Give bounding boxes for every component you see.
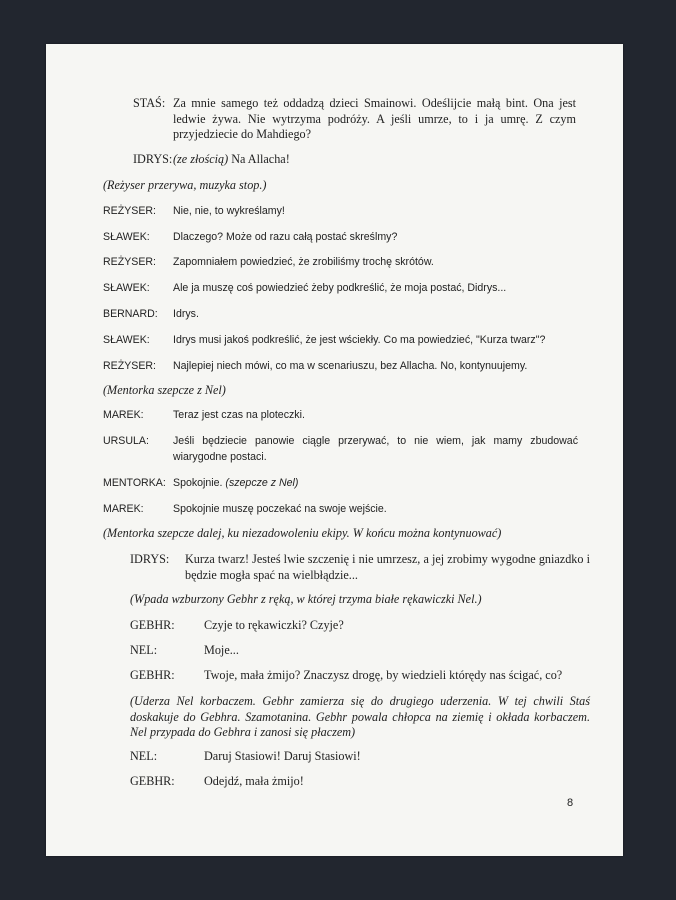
page-number: 8 [567, 797, 574, 809]
script-page [46, 44, 623, 856]
dialogue-text: Teraz jest czas na ploteczki. [173, 409, 305, 421]
dialogue-text: Spokojnie muszę poczekać na swoje wejście. [173, 503, 387, 515]
dialogue-text: Daruj Stasiowi! Daruj Stasiowi! [204, 749, 361, 763]
speaker-name: IDRYS: [133, 152, 173, 166]
dialogue-text: Ale ja muszę coś powiedzieć żeby podkreślić, że moja postać, Didrys... [173, 282, 507, 294]
speaker-name: MAREK: [103, 503, 144, 515]
stage-direction-inline: (szepcze z Nel) [225, 477, 299, 489]
stage-direction: (Uderza Nel korbaczem. Gebhr zamierza się do drugiego uderzenia. W tej chwili Staś doskakuje do Gebhra. Szamotanina. Gebhr powala chłopca na ziemię i okłada korbaczem. Nel przypada do Gebhra i zanosi się płaczem) [130, 694, 590, 739]
speaker-name: MAREK: [103, 409, 144, 421]
stage-direction: (Mentorka szepcze dalej, ku niezadowoleniu ekipy. W końcu można kontynuować) [103, 526, 502, 540]
stage-direction: (Mentorka szepcze z Nel) [103, 383, 226, 397]
dialogue-text: Jeśli będziecie panowie ciągle przerywać, to nie wiem, jak mamy zbudować wiarygodne postaci. [173, 435, 578, 463]
speaker-name: URSULA: [103, 435, 149, 447]
speaker-name: GEBHR: [130, 618, 175, 632]
speaker-name: STAŚ: [133, 96, 166, 110]
dialogue-text [173, 475, 578, 491]
speaker-name: SŁAWEK: [103, 282, 150, 294]
dialogue-text-content: Spokojnie. [173, 477, 226, 489]
dialogue-text: Moje... [204, 643, 239, 657]
speaker-name: IDRYS: [130, 552, 170, 566]
speaker-name: GEBHR: [130, 774, 175, 788]
speaker-name: REŻYSER: [103, 256, 156, 268]
speaker-name: NEL: [130, 643, 158, 657]
speaker-name: REŻYSER: [103, 205, 156, 217]
speaker-name: SŁAWEK: [103, 334, 150, 346]
speaker-name: GEBHR: [130, 668, 175, 682]
speaker-name: MENTORKA: [103, 477, 166, 489]
dialogue-text: Zapomniałem powiedzieć, że zrobiliśmy trochę skrótów. [173, 256, 434, 268]
dialogue-text-content: Na Allacha! [228, 152, 290, 166]
dialogue-text: Idrys musi jakoś podkreślić, że jest wściekły. Co ma powiedzieć, "Kurza twarz"? [173, 334, 546, 346]
stage-direction-inline: (ze złością) [173, 152, 229, 166]
dialogue-text: Dlaczego? Może od razu całą postać skreślmy? [173, 231, 398, 243]
dialogue-text: Idrys. [173, 308, 199, 320]
dialogue-text [173, 152, 576, 168]
dialogue-text: Czyje to rękawiczki? Czyje? [204, 618, 344, 632]
speaker-name: NEL: [130, 749, 158, 763]
dialogue-text: Nie, nie, to wykreślamy! [173, 205, 285, 217]
dialogue-text: Kurza twarz! Jesteś lwie szczenię i nie umrzesz, a jej zrobimy wygodne gniazdko i będzie mogła spać na wielbłądzie... [185, 552, 590, 582]
dialogue-text: Odejdź, mała żmijo! [204, 774, 304, 788]
dialogue-text: Twoje, mała żmijo? Znaczysz drogę, by wiedzieli którędy nas ścigać, co? [204, 668, 563, 682]
speaker-name: REŻYSER: [103, 360, 156, 372]
dialogue-text: Za mnie samego też oddadzą dzieci Smainowi. Odeślijcie małą bint. Ona jest ledwie żywa. Nie wytrzyma podróży. A jeśli umrze, to i ja umrę. Z czym przyjedziecie do Mahdiego? [173, 96, 576, 141]
stage-direction: (Reżyser przerywa, muzyka stop.) [103, 178, 267, 192]
speaker-name: BERNARD: [103, 308, 158, 320]
stage-direction: (Wpada wzburzony Gebhr z ręką, w której trzyma białe rękawiczki Nel.) [130, 592, 482, 606]
dialogue-text: Najlepiej niech mówi, co ma w scenariuszu, bez Allacha. No, kontynuujemy. [173, 360, 528, 372]
speaker-name: SŁAWEK: [103, 231, 150, 243]
